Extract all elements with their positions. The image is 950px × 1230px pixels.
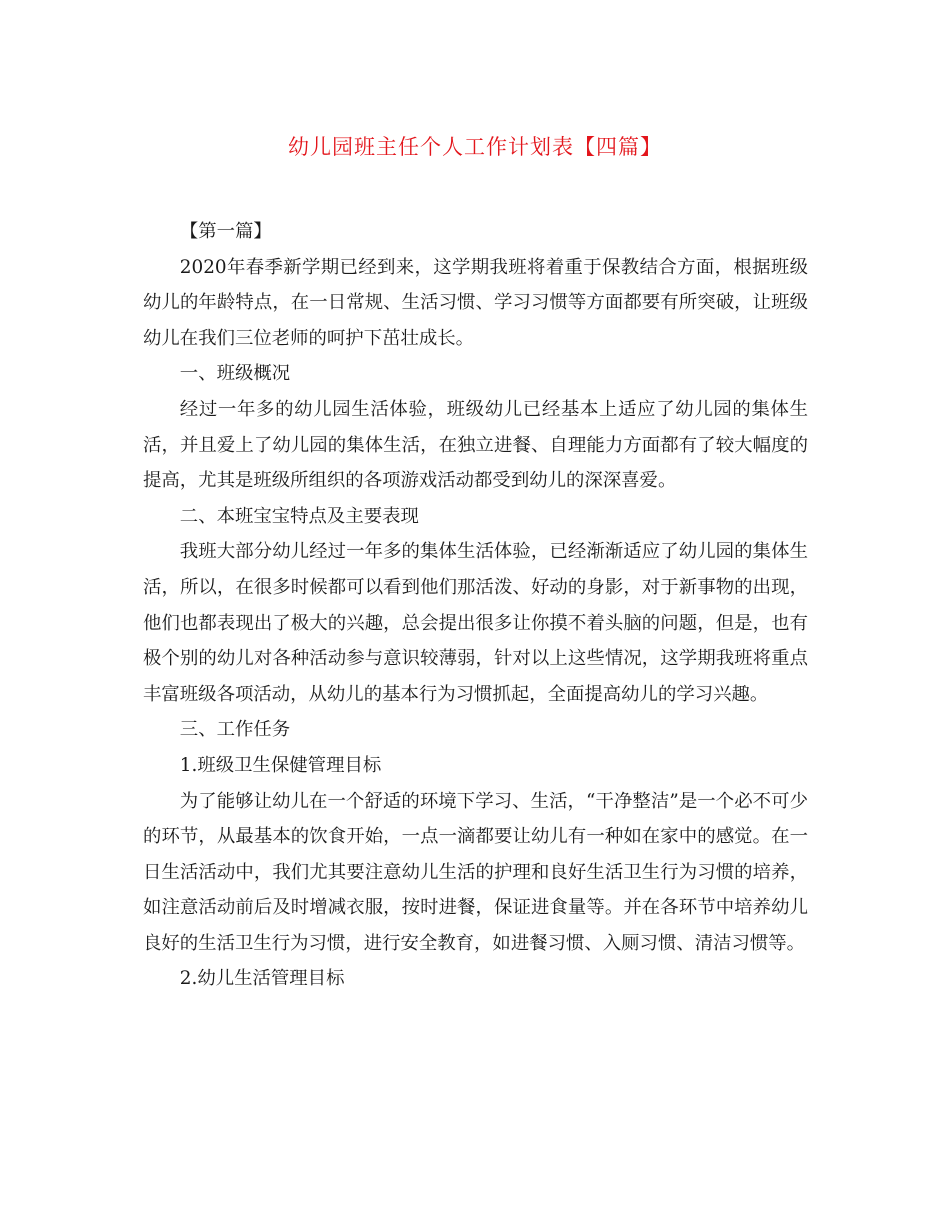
class-traits-paragraph: 我班大部分幼儿经过一年多的集体生活体验，已经渐渐适应了幼儿园的集体生活，所以，在很多时候都可以看到他们那活泼、好动的身影，对于新事物的出现，他们也都表现出了极大的兴趣，总会提出很多让你摸不着头脑的问题，但是，也有极个别的幼儿对各种活动参与意识较薄弱，针对以上这些情况，这学期我班将重点丰富班级各项活动，从幼儿的基本行为习惯抓起，全面提高幼儿的学习兴趣。 [143,541,808,705]
heading-work-tasks: 三、工作任务 [179,719,291,741]
document-body [143,214,808,997]
subheading-hygiene-goals: 1.班级卫生保健管理目标 [179,754,382,776]
section-label: 【第一篇】 [179,221,272,242]
heading-class-traits: 二、本班宝宝特点及主要表现 [179,505,419,527]
intro-paragraph: 2020年春季新学期已经到来，这学期我班将着重于保教结合方面，根据班级幼儿的年龄特点，在一日常规、生活习惯、学习习惯等方面都要有所突破，让班级幼儿在我们三位老师的呵护下茁壮成长。 [143,256,808,349]
hygiene-goals-paragraph: 为了能够让幼儿在一个舒适的环境下学习、生活，“干净整洁”是一个必不可少的环节，从最基本的饮食开始，一点一滴都要让幼儿有一种如在家中的感觉。在一日生活活动中，我们尤其要注意幼儿生活的护理和良好生活卫生行为习惯的培养，如注意活动前后及时增减衣服，按时进餐，保证进食量等。并在各环节中培养幼儿良好的生活卫生行为习惯，进行安全教育，如进餐习惯、入厕习惯、清洁习惯等。 [143,790,808,954]
subheading-life-management-goals: 2.幼儿生活管理目标 [179,968,345,990]
class-overview-paragraph: 经过一年多的幼儿园生活体验，班级幼儿已经基本上适应了幼儿园的集体生活，并且爱上了幼儿园的集体生活，在独立进餐、自理能力方面都有了较大幅度的提高，尤其是班级所组织的各项游戏活动都受到幼儿的深深喜爱。 [143,398,808,492]
heading-class-overview: 一、班级概况 [179,363,291,385]
document-title: 幼儿园班主任个人工作计划表【四篇】 [288,135,662,159]
